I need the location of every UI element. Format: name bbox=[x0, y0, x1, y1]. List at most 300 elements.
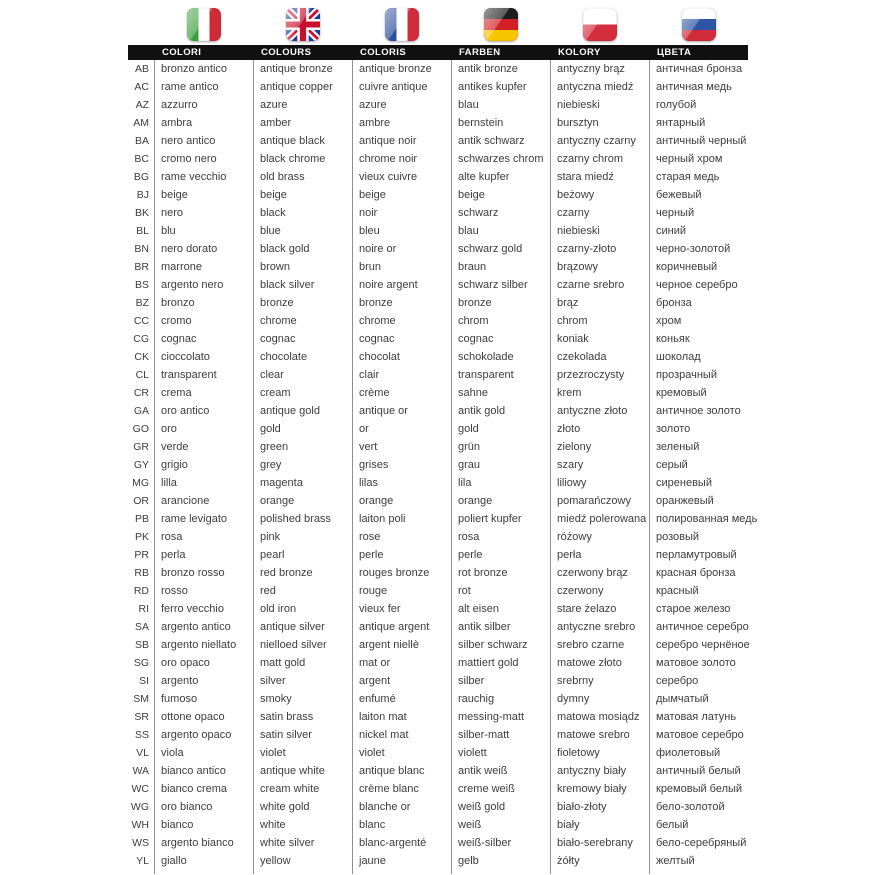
row-code: SM bbox=[133, 693, 149, 705]
cell-en: red bronze bbox=[253, 564, 352, 582]
table-row bbox=[128, 366, 748, 384]
cell-de: antik bronze bbox=[451, 60, 550, 78]
cell-ru: серебро чернёное bbox=[649, 636, 748, 654]
cell-en: cream white bbox=[253, 780, 352, 798]
cell-pl: przezroczysty bbox=[550, 366, 649, 384]
cell-de: schwarz bbox=[451, 204, 550, 222]
cell-it: oro opaco bbox=[154, 654, 253, 672]
cell-it: grigio bbox=[154, 456, 253, 474]
cell-en: satin silver bbox=[253, 726, 352, 744]
cell-fr: beige bbox=[352, 186, 451, 204]
cell-en: white silver bbox=[253, 834, 352, 852]
table-row bbox=[128, 492, 748, 510]
cell-fr: bronze bbox=[352, 294, 451, 312]
row-code: AC bbox=[134, 81, 149, 93]
cell-de: schwarz gold bbox=[451, 240, 550, 258]
cell-ru: кремовый bbox=[649, 384, 748, 402]
cell-ru: золото bbox=[649, 420, 748, 438]
cell-ru: сиреневый bbox=[649, 474, 748, 492]
cell-en: cream bbox=[253, 384, 352, 402]
cell-ru: античная бронза bbox=[649, 60, 748, 78]
cell-ru: античная медь bbox=[649, 78, 748, 96]
cell-fr: argent bbox=[352, 672, 451, 690]
cell-ru: черно-золотой bbox=[649, 240, 748, 258]
cell-pl: krem bbox=[550, 384, 649, 402]
cell-fr: grises bbox=[352, 456, 451, 474]
cell-en: magenta bbox=[253, 474, 352, 492]
cell-ru: оранжевый bbox=[649, 492, 748, 510]
cell-fr: blanc bbox=[352, 816, 451, 834]
table-row bbox=[128, 78, 748, 96]
row-code: MG bbox=[132, 477, 149, 489]
cell-de: bronze bbox=[451, 294, 550, 312]
row-code: GO bbox=[132, 423, 149, 435]
column-divider-tails bbox=[128, 870, 748, 874]
cell-pl: matowe srebro bbox=[550, 726, 649, 744]
table-row bbox=[128, 294, 748, 312]
row-code: BC bbox=[134, 153, 149, 165]
cell-en: antique white bbox=[253, 762, 352, 780]
row-code: PR bbox=[134, 549, 149, 561]
row-code: WS bbox=[132, 837, 149, 849]
cell-en: silver bbox=[253, 672, 352, 690]
cell-pl: czarny-złoto bbox=[550, 240, 649, 258]
row-code: WA bbox=[132, 765, 149, 777]
cell-pl: beżowy bbox=[550, 186, 649, 204]
row-code: BK bbox=[134, 207, 149, 219]
cell-fr: antique bronze bbox=[352, 60, 451, 78]
table-row bbox=[128, 798, 748, 816]
cell-en: grey bbox=[253, 456, 352, 474]
cell-it: oro bbox=[154, 420, 253, 438]
table-header bbox=[128, 45, 748, 60]
cell-de: weiß bbox=[451, 816, 550, 834]
cell-it: cioccolato bbox=[154, 348, 253, 366]
cell-en: chocolate bbox=[253, 348, 352, 366]
column-header-fr: COLORIS bbox=[360, 47, 407, 58]
column-header-it: COLORI bbox=[162, 47, 202, 58]
row-code: CG bbox=[133, 333, 149, 345]
table-row bbox=[128, 240, 748, 258]
row-code: BG bbox=[133, 171, 149, 183]
cell-ru: серебро bbox=[649, 672, 748, 690]
cell-ru: античное золото bbox=[649, 402, 748, 420]
cell-en: green bbox=[253, 438, 352, 456]
cell-it: cromo bbox=[154, 312, 253, 330]
flag-cell-pl bbox=[550, 0, 649, 45]
cell-fr: blanche or bbox=[352, 798, 451, 816]
cell-ru: перламутровый bbox=[649, 546, 748, 564]
cell-it: ottone opaco bbox=[154, 708, 253, 726]
row-code: VL bbox=[136, 747, 149, 759]
cell-pl: niebieski bbox=[550, 222, 649, 240]
cell-it: bronzo bbox=[154, 294, 253, 312]
cell-pl: srebro czarne bbox=[550, 636, 649, 654]
table-row bbox=[128, 384, 748, 402]
cell-ru: бело-серебряный bbox=[649, 834, 748, 852]
table-row bbox=[128, 618, 748, 636]
cell-it: nero bbox=[154, 204, 253, 222]
row-code: CK bbox=[134, 351, 149, 363]
cell-de: antikes kupfer bbox=[451, 78, 550, 96]
cell-en: yellow bbox=[253, 852, 352, 870]
cell-ru: античное серебро bbox=[649, 618, 748, 636]
cell-it: giallo bbox=[154, 852, 253, 870]
cell-it: ferro vecchio bbox=[154, 600, 253, 618]
table-row bbox=[128, 114, 748, 132]
cell-it: bianco bbox=[154, 816, 253, 834]
row-code: AM bbox=[133, 117, 149, 129]
cell-en: antique silver bbox=[253, 618, 352, 636]
cell-de: bernstein bbox=[451, 114, 550, 132]
cell-it: nero antico bbox=[154, 132, 253, 150]
cell-it: argento antico bbox=[154, 618, 253, 636]
row-code: BJ bbox=[136, 189, 149, 201]
table-row bbox=[128, 708, 748, 726]
row-code: RB bbox=[134, 567, 149, 579]
table-row bbox=[128, 762, 748, 780]
row-code: OR bbox=[133, 495, 149, 507]
cell-pl: złoto bbox=[550, 420, 649, 438]
row-code: BR bbox=[134, 261, 149, 273]
cell-fr: antique argent bbox=[352, 618, 451, 636]
cell-de: antik gold bbox=[451, 402, 550, 420]
table-row bbox=[128, 672, 748, 690]
cell-ru: желтый bbox=[649, 852, 748, 870]
cell-ru: розовый bbox=[649, 528, 748, 546]
table-row bbox=[128, 546, 748, 564]
cell-pl: zielony bbox=[550, 438, 649, 456]
russia-flag-icon bbox=[682, 8, 716, 41]
cell-de: silber schwarz bbox=[451, 636, 550, 654]
cell-ru: матовое золото bbox=[649, 654, 748, 672]
cell-en: blue bbox=[253, 222, 352, 240]
cell-ru: черное серебро bbox=[649, 276, 748, 294]
cell-ru: красный bbox=[649, 582, 748, 600]
cell-en: gold bbox=[253, 420, 352, 438]
cell-en: antique black bbox=[253, 132, 352, 150]
cell-ru: фиолетовый bbox=[649, 744, 748, 762]
table-row bbox=[128, 726, 748, 744]
cell-pl: matowa mosiądz bbox=[550, 708, 649, 726]
cell-fr: clair bbox=[352, 366, 451, 384]
cell-de: antik schwarz bbox=[451, 132, 550, 150]
color-translation-sheet bbox=[128, 0, 758, 874]
cell-ru: старая медь bbox=[649, 168, 748, 186]
flag-cell-de bbox=[451, 0, 550, 45]
cell-en: orange bbox=[253, 492, 352, 510]
table-row bbox=[128, 168, 748, 186]
row-code: YL bbox=[136, 855, 149, 867]
row-code: BA bbox=[134, 135, 149, 147]
cell-it: oro bianco bbox=[154, 798, 253, 816]
cell-de: rot bronze bbox=[451, 564, 550, 582]
cell-de: perle bbox=[451, 546, 550, 564]
cell-it: transparent bbox=[154, 366, 253, 384]
row-code: SB bbox=[134, 639, 149, 651]
cell-fr: crème bbox=[352, 384, 451, 402]
table-row bbox=[128, 186, 748, 204]
cell-fr: antique or bbox=[352, 402, 451, 420]
table-row bbox=[128, 600, 748, 618]
cell-de: sahne bbox=[451, 384, 550, 402]
column-header-pl: KOLORY bbox=[558, 47, 601, 58]
cell-ru: матовое серебро bbox=[649, 726, 748, 744]
cell-it: marrone bbox=[154, 258, 253, 276]
row-code: SA bbox=[134, 621, 149, 633]
cell-pl: czerwony bbox=[550, 582, 649, 600]
cell-fr: vert bbox=[352, 438, 451, 456]
cell-de: blau bbox=[451, 222, 550, 240]
cell-fr: vieux cuivre bbox=[352, 168, 451, 186]
cell-it: beige bbox=[154, 186, 253, 204]
cell-fr: mat or bbox=[352, 654, 451, 672]
cell-de: poliert kupfer bbox=[451, 510, 550, 528]
cell-fr: noire argent bbox=[352, 276, 451, 294]
cell-pl: koniak bbox=[550, 330, 649, 348]
table-row bbox=[128, 132, 748, 150]
cell-it: crema bbox=[154, 384, 253, 402]
cell-pl: chrom bbox=[550, 312, 649, 330]
table-row bbox=[128, 474, 748, 492]
cell-it: perla bbox=[154, 546, 253, 564]
cell-it: bronzo rosso bbox=[154, 564, 253, 582]
cell-pl: matowe złoto bbox=[550, 654, 649, 672]
cell-pl: różowy bbox=[550, 528, 649, 546]
cell-pl: antyczne złoto bbox=[550, 402, 649, 420]
cell-de: rot bbox=[451, 582, 550, 600]
cell-de: chrom bbox=[451, 312, 550, 330]
uk-flag-icon bbox=[286, 8, 320, 41]
cell-de: silber-matt bbox=[451, 726, 550, 744]
flag-cell-ru bbox=[649, 0, 748, 45]
row-code: SR bbox=[134, 711, 149, 723]
cell-fr: rouges bronze bbox=[352, 564, 451, 582]
cell-ru: красная бронза bbox=[649, 564, 748, 582]
cell-en: white bbox=[253, 816, 352, 834]
cell-en: amber bbox=[253, 114, 352, 132]
cell-ru: бронза bbox=[649, 294, 748, 312]
cell-ru: кремовый белый bbox=[649, 780, 748, 798]
cell-en: azure bbox=[253, 96, 352, 114]
cell-fr: perle bbox=[352, 546, 451, 564]
cell-ru: голубой bbox=[649, 96, 748, 114]
cell-pl: czerwony brąz bbox=[550, 564, 649, 582]
cell-de: beige bbox=[451, 186, 550, 204]
cell-de: creme weiß bbox=[451, 780, 550, 798]
cell-en: red bbox=[253, 582, 352, 600]
cell-fr: antique noir bbox=[352, 132, 451, 150]
cell-fr: antique blanc bbox=[352, 762, 451, 780]
cell-en: satin brass bbox=[253, 708, 352, 726]
cell-fr: argent niellè bbox=[352, 636, 451, 654]
cell-fr: laiton mat bbox=[352, 708, 451, 726]
cell-it: rame levigato bbox=[154, 510, 253, 528]
cell-de: schokolade bbox=[451, 348, 550, 366]
cell-en: white gold bbox=[253, 798, 352, 816]
cell-ru: коричневый bbox=[649, 258, 748, 276]
cell-fr: noire or bbox=[352, 240, 451, 258]
cell-pl: biały bbox=[550, 816, 649, 834]
cell-it: rame vecchio bbox=[154, 168, 253, 186]
cell-it: nero dorato bbox=[154, 240, 253, 258]
row-code: BZ bbox=[135, 297, 149, 309]
cell-en: clear bbox=[253, 366, 352, 384]
cell-it: bianco antico bbox=[154, 762, 253, 780]
table-body bbox=[128, 60, 758, 870]
table-row bbox=[128, 780, 748, 798]
cell-de: grau bbox=[451, 456, 550, 474]
cell-en: violet bbox=[253, 744, 352, 762]
cell-it: argento bbox=[154, 672, 253, 690]
cell-en: pearl bbox=[253, 546, 352, 564]
flag-cell-it bbox=[154, 0, 253, 45]
row-code: AZ bbox=[135, 99, 149, 111]
poland-flag-icon bbox=[583, 8, 617, 41]
cell-de: gold bbox=[451, 420, 550, 438]
cell-ru: античный черный bbox=[649, 132, 748, 150]
cell-pl: antyczny brąz bbox=[550, 60, 649, 78]
column-header-en: COLOURS bbox=[261, 47, 312, 58]
cell-en: polished brass bbox=[253, 510, 352, 528]
cell-pl: fioletowy bbox=[550, 744, 649, 762]
table-row bbox=[128, 150, 748, 168]
cell-de: rauchig bbox=[451, 690, 550, 708]
row-code: RI bbox=[138, 603, 149, 615]
cell-ru: дымчатый bbox=[649, 690, 748, 708]
cell-fr: orange bbox=[352, 492, 451, 510]
cell-ru: янтарный bbox=[649, 114, 748, 132]
cell-de: orange bbox=[451, 492, 550, 510]
cell-pl: biało-złoty bbox=[550, 798, 649, 816]
cell-pl: czarny bbox=[550, 204, 649, 222]
cell-pl: perła bbox=[550, 546, 649, 564]
cell-fr: rose bbox=[352, 528, 451, 546]
cell-it: oro antico bbox=[154, 402, 253, 420]
cell-fr: cognac bbox=[352, 330, 451, 348]
cell-en: antique copper bbox=[253, 78, 352, 96]
cell-de: alt eisen bbox=[451, 600, 550, 618]
cell-de: transparent bbox=[451, 366, 550, 384]
cell-fr: nickel mat bbox=[352, 726, 451, 744]
cell-en: old iron bbox=[253, 600, 352, 618]
row-code: SI bbox=[139, 675, 149, 687]
table-row bbox=[128, 510, 758, 528]
cell-de: weiß gold bbox=[451, 798, 550, 816]
cell-de: antik weiß bbox=[451, 762, 550, 780]
cell-pl: szary bbox=[550, 456, 649, 474]
table-row bbox=[128, 330, 748, 348]
cell-fr: noir bbox=[352, 204, 451, 222]
cell-de: weiß-silber bbox=[451, 834, 550, 852]
row-code: WH bbox=[131, 819, 149, 831]
cell-en: pink bbox=[253, 528, 352, 546]
cell-pl: dymny bbox=[550, 690, 649, 708]
cell-it: arancione bbox=[154, 492, 253, 510]
table-row bbox=[128, 582, 748, 600]
cell-pl: biało-serebrany bbox=[550, 834, 649, 852]
cell-de: blau bbox=[451, 96, 550, 114]
table-row bbox=[128, 816, 748, 834]
cell-ru: полированная медь bbox=[649, 510, 748, 528]
row-code: GA bbox=[133, 405, 149, 417]
cell-de: rosa bbox=[451, 528, 550, 546]
table-row bbox=[128, 654, 748, 672]
cell-ru: синий bbox=[649, 222, 748, 240]
table-row bbox=[128, 438, 748, 456]
italy-flag-icon bbox=[187, 8, 221, 41]
cell-ru: шоколад bbox=[649, 348, 748, 366]
cell-en: nielloed silver bbox=[253, 636, 352, 654]
cell-fr: vieux fer bbox=[352, 600, 451, 618]
row-code: CL bbox=[135, 369, 149, 381]
cell-en: bronze bbox=[253, 294, 352, 312]
france-flag-icon bbox=[385, 8, 419, 41]
table-row bbox=[128, 312, 748, 330]
flag-cell-en bbox=[253, 0, 352, 45]
cell-en: brown bbox=[253, 258, 352, 276]
cell-en: smoky bbox=[253, 690, 352, 708]
cell-pl: antyczne srebro bbox=[550, 618, 649, 636]
cell-fr: cuivre antique bbox=[352, 78, 451, 96]
cell-ru: бежевый bbox=[649, 186, 748, 204]
cell-pl: srebrny bbox=[550, 672, 649, 690]
cell-de: antik silber bbox=[451, 618, 550, 636]
table-row bbox=[128, 564, 748, 582]
cell-fr: violet bbox=[352, 744, 451, 762]
table-row bbox=[128, 420, 748, 438]
cell-en: antique bronze bbox=[253, 60, 352, 78]
cell-pl: niebieski bbox=[550, 96, 649, 114]
cell-en: matt gold bbox=[253, 654, 352, 672]
table-row bbox=[128, 834, 748, 852]
cell-de: braun bbox=[451, 258, 550, 276]
cell-it: argento nero bbox=[154, 276, 253, 294]
table-row bbox=[128, 852, 748, 870]
table-row bbox=[128, 258, 748, 276]
cell-pl: czekolada bbox=[550, 348, 649, 366]
cell-de: cognac bbox=[451, 330, 550, 348]
row-code: SG bbox=[133, 657, 149, 669]
cell-ru: старое железо bbox=[649, 600, 748, 618]
cell-fr: chocolat bbox=[352, 348, 451, 366]
cell-de: grün bbox=[451, 438, 550, 456]
cell-ru: серый bbox=[649, 456, 748, 474]
cell-fr: bleu bbox=[352, 222, 451, 240]
cell-it: fumoso bbox=[154, 690, 253, 708]
cell-it: lilla bbox=[154, 474, 253, 492]
column-header-de: FARBEN bbox=[459, 47, 501, 58]
row-code: GR bbox=[133, 441, 149, 453]
cell-pl: stare żelazo bbox=[550, 600, 649, 618]
cell-it: azzurro bbox=[154, 96, 253, 114]
cell-en: black chrome bbox=[253, 150, 352, 168]
cell-en: chrome bbox=[253, 312, 352, 330]
cell-it: cromo nero bbox=[154, 150, 253, 168]
table-row bbox=[128, 60, 748, 78]
cell-pl: antyczny biały bbox=[550, 762, 649, 780]
cell-pl: antyczny czarny bbox=[550, 132, 649, 150]
cell-fr: lilas bbox=[352, 474, 451, 492]
cell-pl: brąz bbox=[550, 294, 649, 312]
table-row bbox=[128, 402, 748, 420]
cell-it: rosa bbox=[154, 528, 253, 546]
cell-en: old brass bbox=[253, 168, 352, 186]
cell-pl: żółty bbox=[550, 852, 649, 870]
germany-flag-icon bbox=[484, 8, 518, 41]
cell-de: messing-matt bbox=[451, 708, 550, 726]
row-code: RD bbox=[133, 585, 149, 597]
